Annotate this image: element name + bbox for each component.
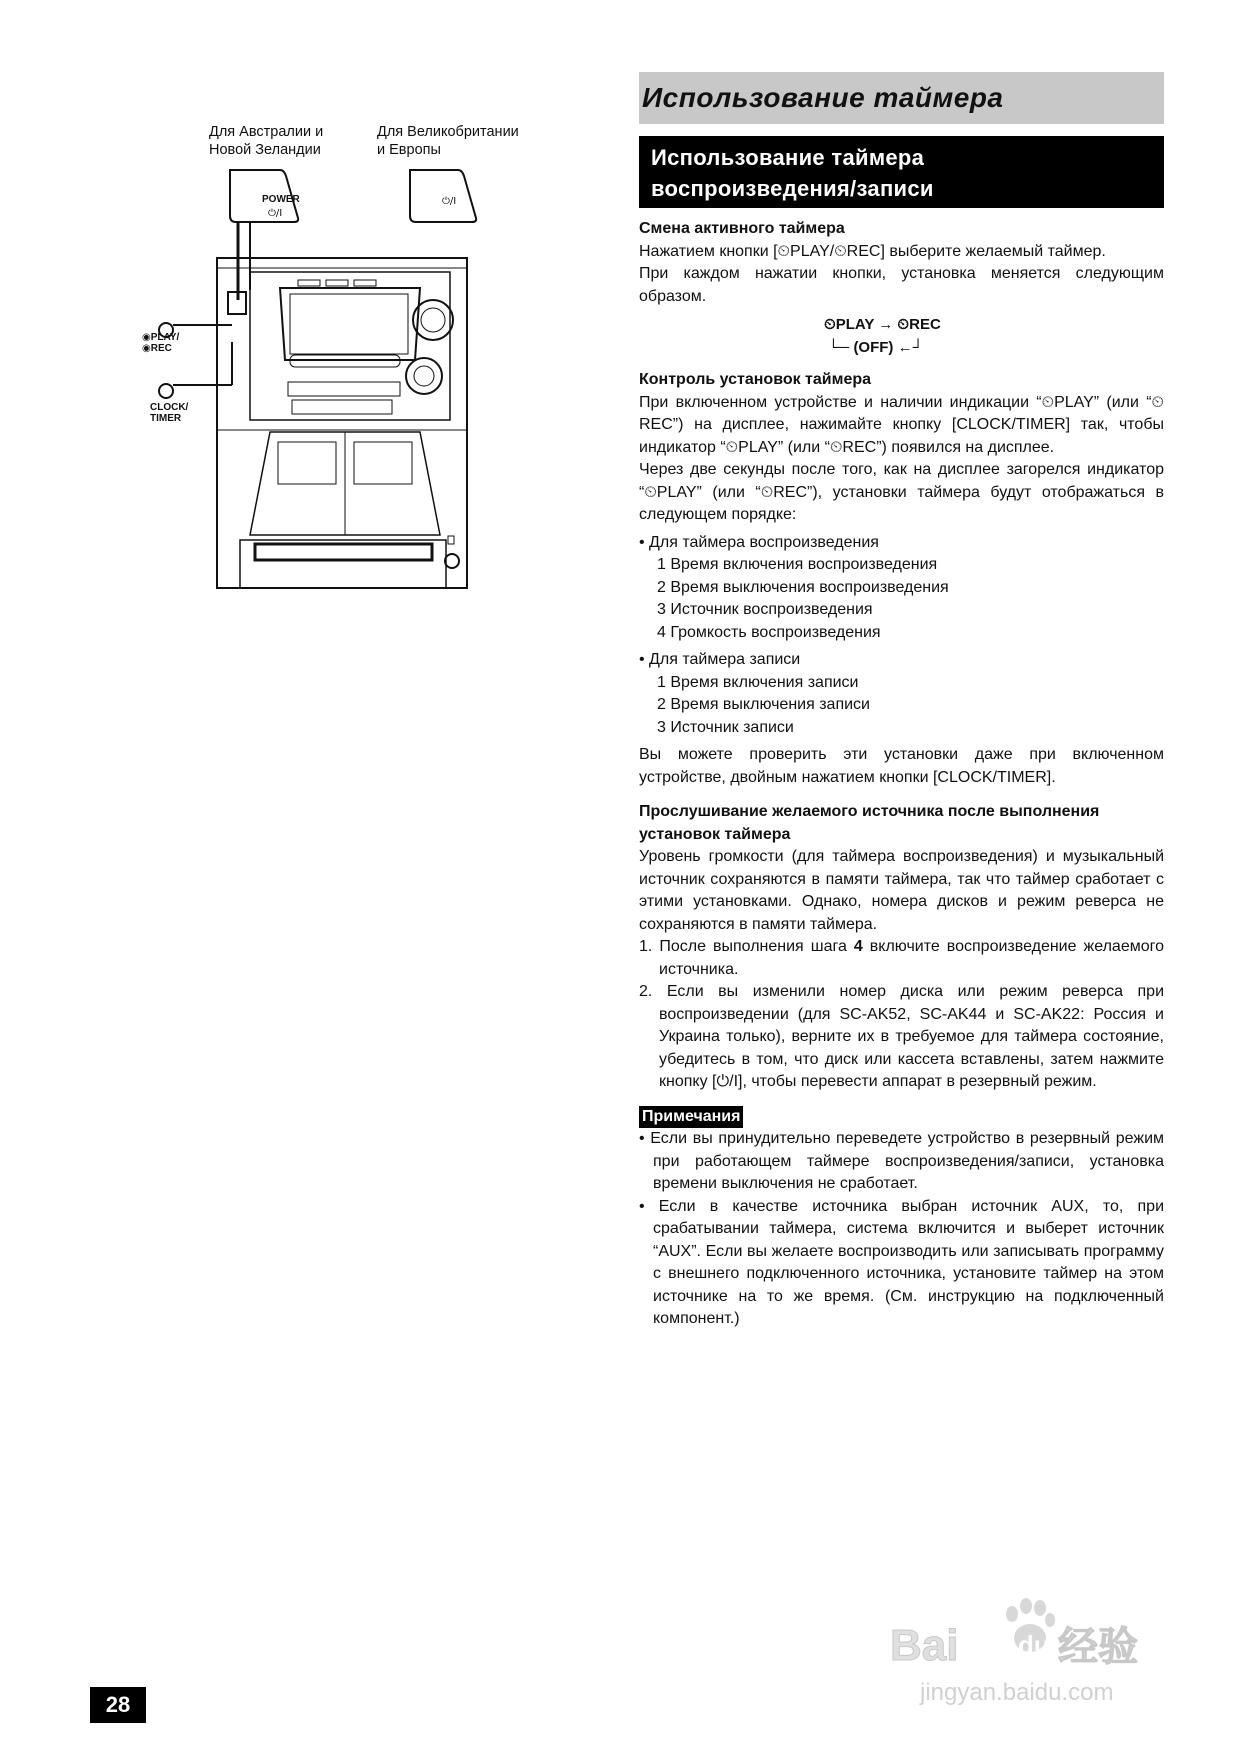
listening-p1: Уровень громкости (для таймера воспроизведения) и музыкальный источник сохраняются в памяти таймера, так что таймер сработает с этими установками. Однако, номера дисков и режим реверса не сохраняются в памяти таймера. — [639, 848, 1164, 933]
check-settings-p2: Через две секунды после того, как на дисплее загорелся индикатор “⏲PLAY” (или “⏲REC”), установки таймера будут отображаться в следующем порядке: — [639, 461, 1164, 523]
play-timer-head: • Для таймера воспроизведения — [639, 533, 879, 551]
standby-text-au: ⏻/I — [268, 208, 283, 219]
note-item: • Если в качестве источника выбран источник AUX, то, при срабатывании таймера, система включится и выберет источник “AUX”. Если вы желаете воспроизводить или записывать программу с внешнего подключенного источника, установите таймер на этом источнике на то же время. (См. инструкцию на подключенный компонент.) — [639, 1197, 1164, 1327]
label-australia: Для Австралии и Новой Зеландии — [209, 124, 324, 158]
notes-heading: Примечания — [639, 1106, 743, 1129]
power-text: POWER — [262, 194, 300, 205]
seq-off: (OFF) — [853, 338, 894, 356]
change-timer-p2: При каждом нажатии кнопки, установка меняется следующим образом. — [639, 265, 1164, 305]
baidu-watermark — [880, 1590, 1180, 1710]
arrow-left-icon: ←┘ — [897, 338, 924, 356]
check-settings-p1: При включенном устройстве и наличии индикации “⏲PLAY” (или “⏲REC”) на дисплее, нажимайте кнопку [CLOCK/TIMER] так, чтобы индикатор “⏲PLAY” (или “⏲REC”) появился на дисплее. — [639, 393, 1164, 456]
timer-sequence — [824, 314, 1164, 359]
rec-item: 2 Время выключения записи — [657, 696, 870, 713]
heading-listening: Прослушивание желаемого источника после выполнения установок таймера — [639, 803, 1100, 843]
rec-item: 1 Время включения записи — [657, 673, 859, 691]
label-play-rec: ◉PLAY/ ◉REC — [142, 332, 180, 354]
section-title-line-1: Использование таймера — [651, 145, 925, 170]
listening-step-1: 1. После выполнения шага 4 включите воспроизведение желаемого источника. — [639, 938, 1165, 978]
change-timer-p1: Нажатием кнопки [⏲PLAY/⏲REC] выберите желаемый таймер. — [639, 242, 1106, 260]
body-text — [639, 218, 1164, 1331]
return-arrow-icon: └─ — [828, 338, 850, 356]
listening-step-2: 2. Если вы изменили номер диска или режим реверса при воспроизведении (для SC-AK52, SC-AK44 и SC-AK22: Россия и Украина только), верните их в требуемое для таймера состояние, убедитесь в том, что диск или кассета вставлены, затем нажмите кнопку [⏻/I], чтобы перевести аппарат в резервный режим. — [639, 983, 1164, 1090]
main-column — [639, 72, 1164, 1331]
stereo-illustration — [150, 120, 540, 680]
note-item: • Если вы принудительно переведете устройство в резервный режим при работающем таймере воспроизведения/записи, установка времени выключения не сработает. — [639, 1130, 1164, 1192]
label-uk-europe: Для Великобритании и Европы — [377, 124, 519, 158]
rec-timer-head: • Для таймера записи — [639, 651, 801, 668]
label-clock-timer: CLOCK/ TIMER — [150, 402, 189, 424]
seq-rec: ⏲REC — [897, 316, 941, 333]
section-title — [639, 136, 1164, 208]
rec-item: 3 Источник записи — [657, 718, 794, 736]
watermark-brand2: du — [1018, 1630, 1050, 1660]
section-title-line-2: воспроизведения/записи — [651, 176, 934, 201]
heading-change-timer: Смена активного таймера — [639, 220, 845, 237]
device-diagram — [142, 120, 540, 680]
arrow-right-icon: → — [878, 316, 894, 333]
page-title: Использование таймера — [639, 72, 1164, 124]
heading-check-settings: Контроль установок таймера — [639, 371, 872, 388]
check-settings-p3: Вы можете проверить эти установки даже при включенном устройстве, двойным нажатием кнопки [CLOCK/TIMER]. — [639, 746, 1164, 786]
standby-text-uk: ⏻/I — [442, 196, 457, 207]
watermark-cn: 经验 — [1058, 1624, 1138, 1670]
play-item: 4 Громкость воспроизведения — [657, 623, 881, 641]
play-item: 1 Время включения воспроизведения — [657, 556, 938, 573]
seq-play: ⏲PLAY — [824, 316, 875, 333]
watermark-brand: Bai — [890, 1621, 959, 1670]
watermark-url: jingyan.baidu.com — [920, 1679, 1114, 1706]
play-item: 3 Источник воспроизведения — [657, 601, 873, 618]
play-item: 2 Время выключения воспроизведения — [657, 578, 949, 596]
page-number: 28 — [90, 1687, 146, 1723]
